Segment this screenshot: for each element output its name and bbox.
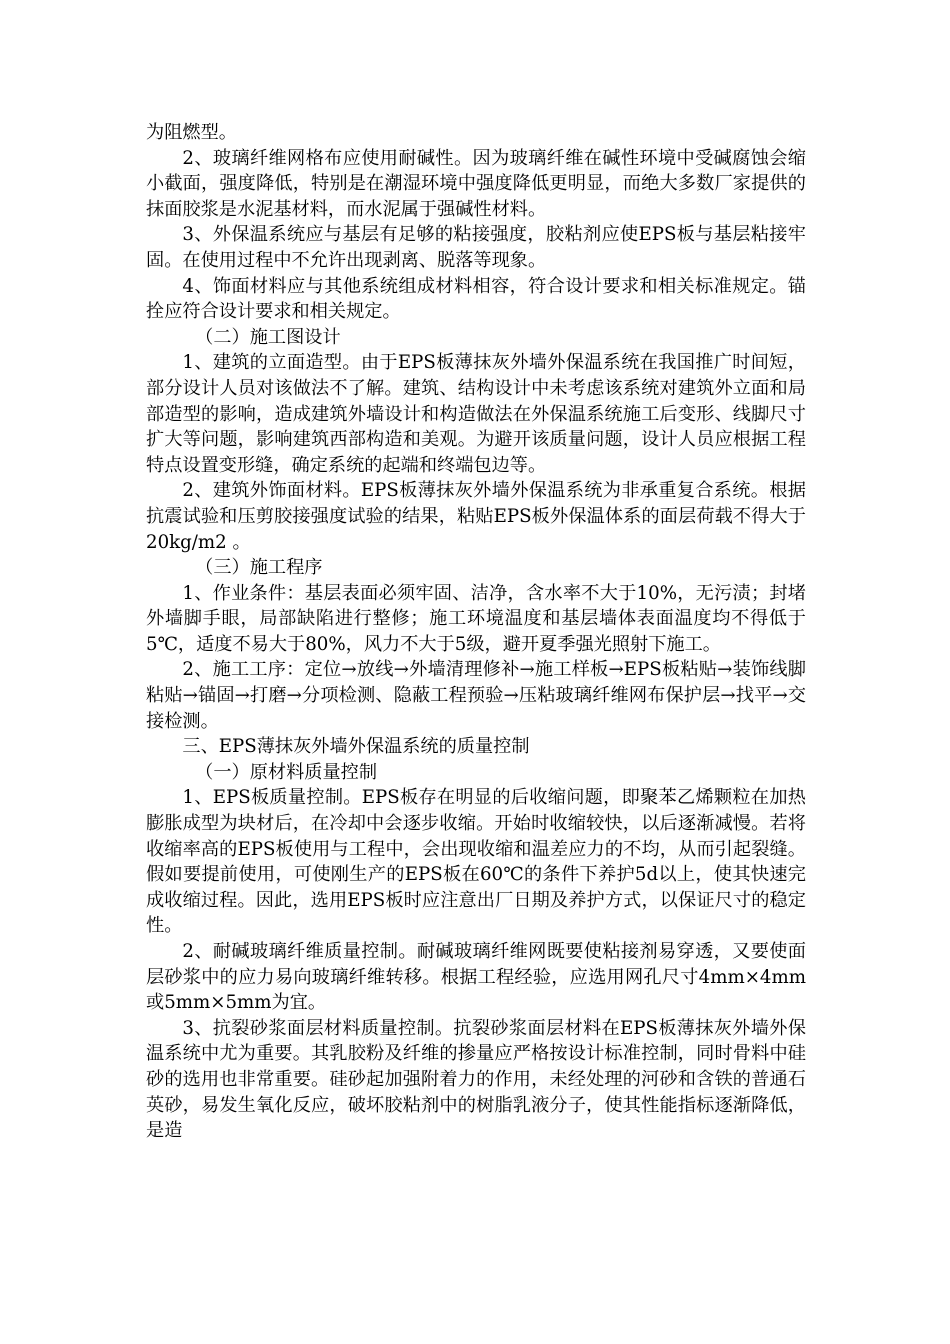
paragraph-anti-crack-mortar: 3、抗裂砂浆面层材料质量控制。抗裂砂浆面层材料在EPS板薄抹灰外墙外保温系统中尤为重要。其乳胶粉及纤维的掺量应严格按设计标准控制，同时骨料中硅砂的选用也非常重要。硅砂起加强附着力的作用，未经处理的河砂和含铁的普通石英砂，易发生氧化反应，破坏胶粘剂中的树脂乳液分子，使其性能指标逐渐降低，是造 [146, 1017, 806, 1142]
document-body [146, 120, 806, 1144]
section-heading-construction-drawing: （二）施工图设计 [195, 326, 341, 348]
paragraph-glass-fiber-mesh: 2、玻璃纤维网格布应使用耐碱性。因为玻璃纤维在碱性环境中受碱腐蚀会缩小截面，强度降低，特别是在潮湿环境中强度降低更明显，而绝大多数厂家提供的抹面胶浆是水泥基材料，而水泥属于强碱性材料。 [146, 147, 806, 220]
section-heading-raw-material-control: （一）原材料质量控制 [195, 761, 378, 783]
paragraph-fire-retardant: 为阻燃型。 [146, 122, 237, 143]
paragraph-eps-board-control: 1、EPS板质量控制。EPS板存在明显的后收缩问题，即聚苯乙烯颗粒在加热膨胀成型为块材后，在冷却中会逐步收缩。开始时收缩较快，以后逐渐减慢。若将收缩率高的EPS板使用与工程中，会出现收缩和温差应力的不均，从而引起裂缝。假如要提前使用，可使刚生产的EPS板在60℃的条件下养护5d以上，使其快速完成收缩过程。因此，选用EPS板时应注意出厂日期及养护方式，以保证尺寸的稳定性。 [146, 787, 806, 937]
paragraph-exterior-finish: 2、建筑外饰面材料。EPS板薄抹灰外墙外保温系统为非承重复合系统。根据抗震试验和压剪胶接强度试验的结果，粘贴EPS板外保温体系的面层荷载不得大于20kg/m2 。 [146, 480, 806, 553]
paragraph-bond-strength: 3、外保温系统应与基层有足够的粘接强度，胶粘剂应使EPS板与基层粘接牢固。在使用过程中不允许出现剥离、脱落等现象。 [146, 224, 806, 271]
paragraph-finish-materials: 4、饰面材料应与其他系统组成材料相容，符合设计要求和相关标准规定。锚拴应符合设计要求和相关规定。 [146, 275, 806, 323]
section-heading-construction-procedure: （三）施工程序 [195, 557, 323, 579]
chapter-heading-quality-control: 三、EPS薄抹灰外墙外保温系统的质量控制 [182, 736, 530, 758]
paragraph-alkali-glass-fiber: 2、耐碱玻璃纤维质量控制。耐碱玻璃纤维网既要使粘接剂易穿透，又要使面层砂浆中的应力易向玻璃纤维转移。根据工程经验，应选用网孔尺寸4mm×4mm或5mm×5mm为宜。 [146, 941, 806, 1014]
paragraph-work-sequence: 2、施工工序：定位→放线→外墙清理修补→施工样板→EPS板粘贴→装饰线脚粘贴→锚固→打磨→分项检测、隐蔽工程预验→压粘玻璃纤维网布保护层→找平→交接检测。 [146, 659, 806, 732]
paragraph-facade-shape: 1、建筑的立面造型。由于EPS板薄抹灰外墙外保温系统在我国推广时间短，部分设计人员对该做法不了解。建筑、结构设计中未考虑该系统对建筑外立面和局部造型的影响，造成建筑外墙设计和构造做法在外保温系统施工后变形、线脚尺寸扩大等问题，影响建筑西部构造和美观。为避开该质量问题，设计人员应根据工程特点设置变形缝，确定系统的起端和终端包边等。 [146, 352, 806, 476]
paragraph-work-conditions: 1、作业条件：基层表面必须牢固、洁净，含水率不大于10%，无污渍；封堵外墙脚手眼，局部缺陷进行整修；施工环境温度和基层墙体表面温度均不得低于5℃，适度不易大于80%，风力不大于5级，避开夏季强光照射下施工。 [146, 582, 806, 655]
